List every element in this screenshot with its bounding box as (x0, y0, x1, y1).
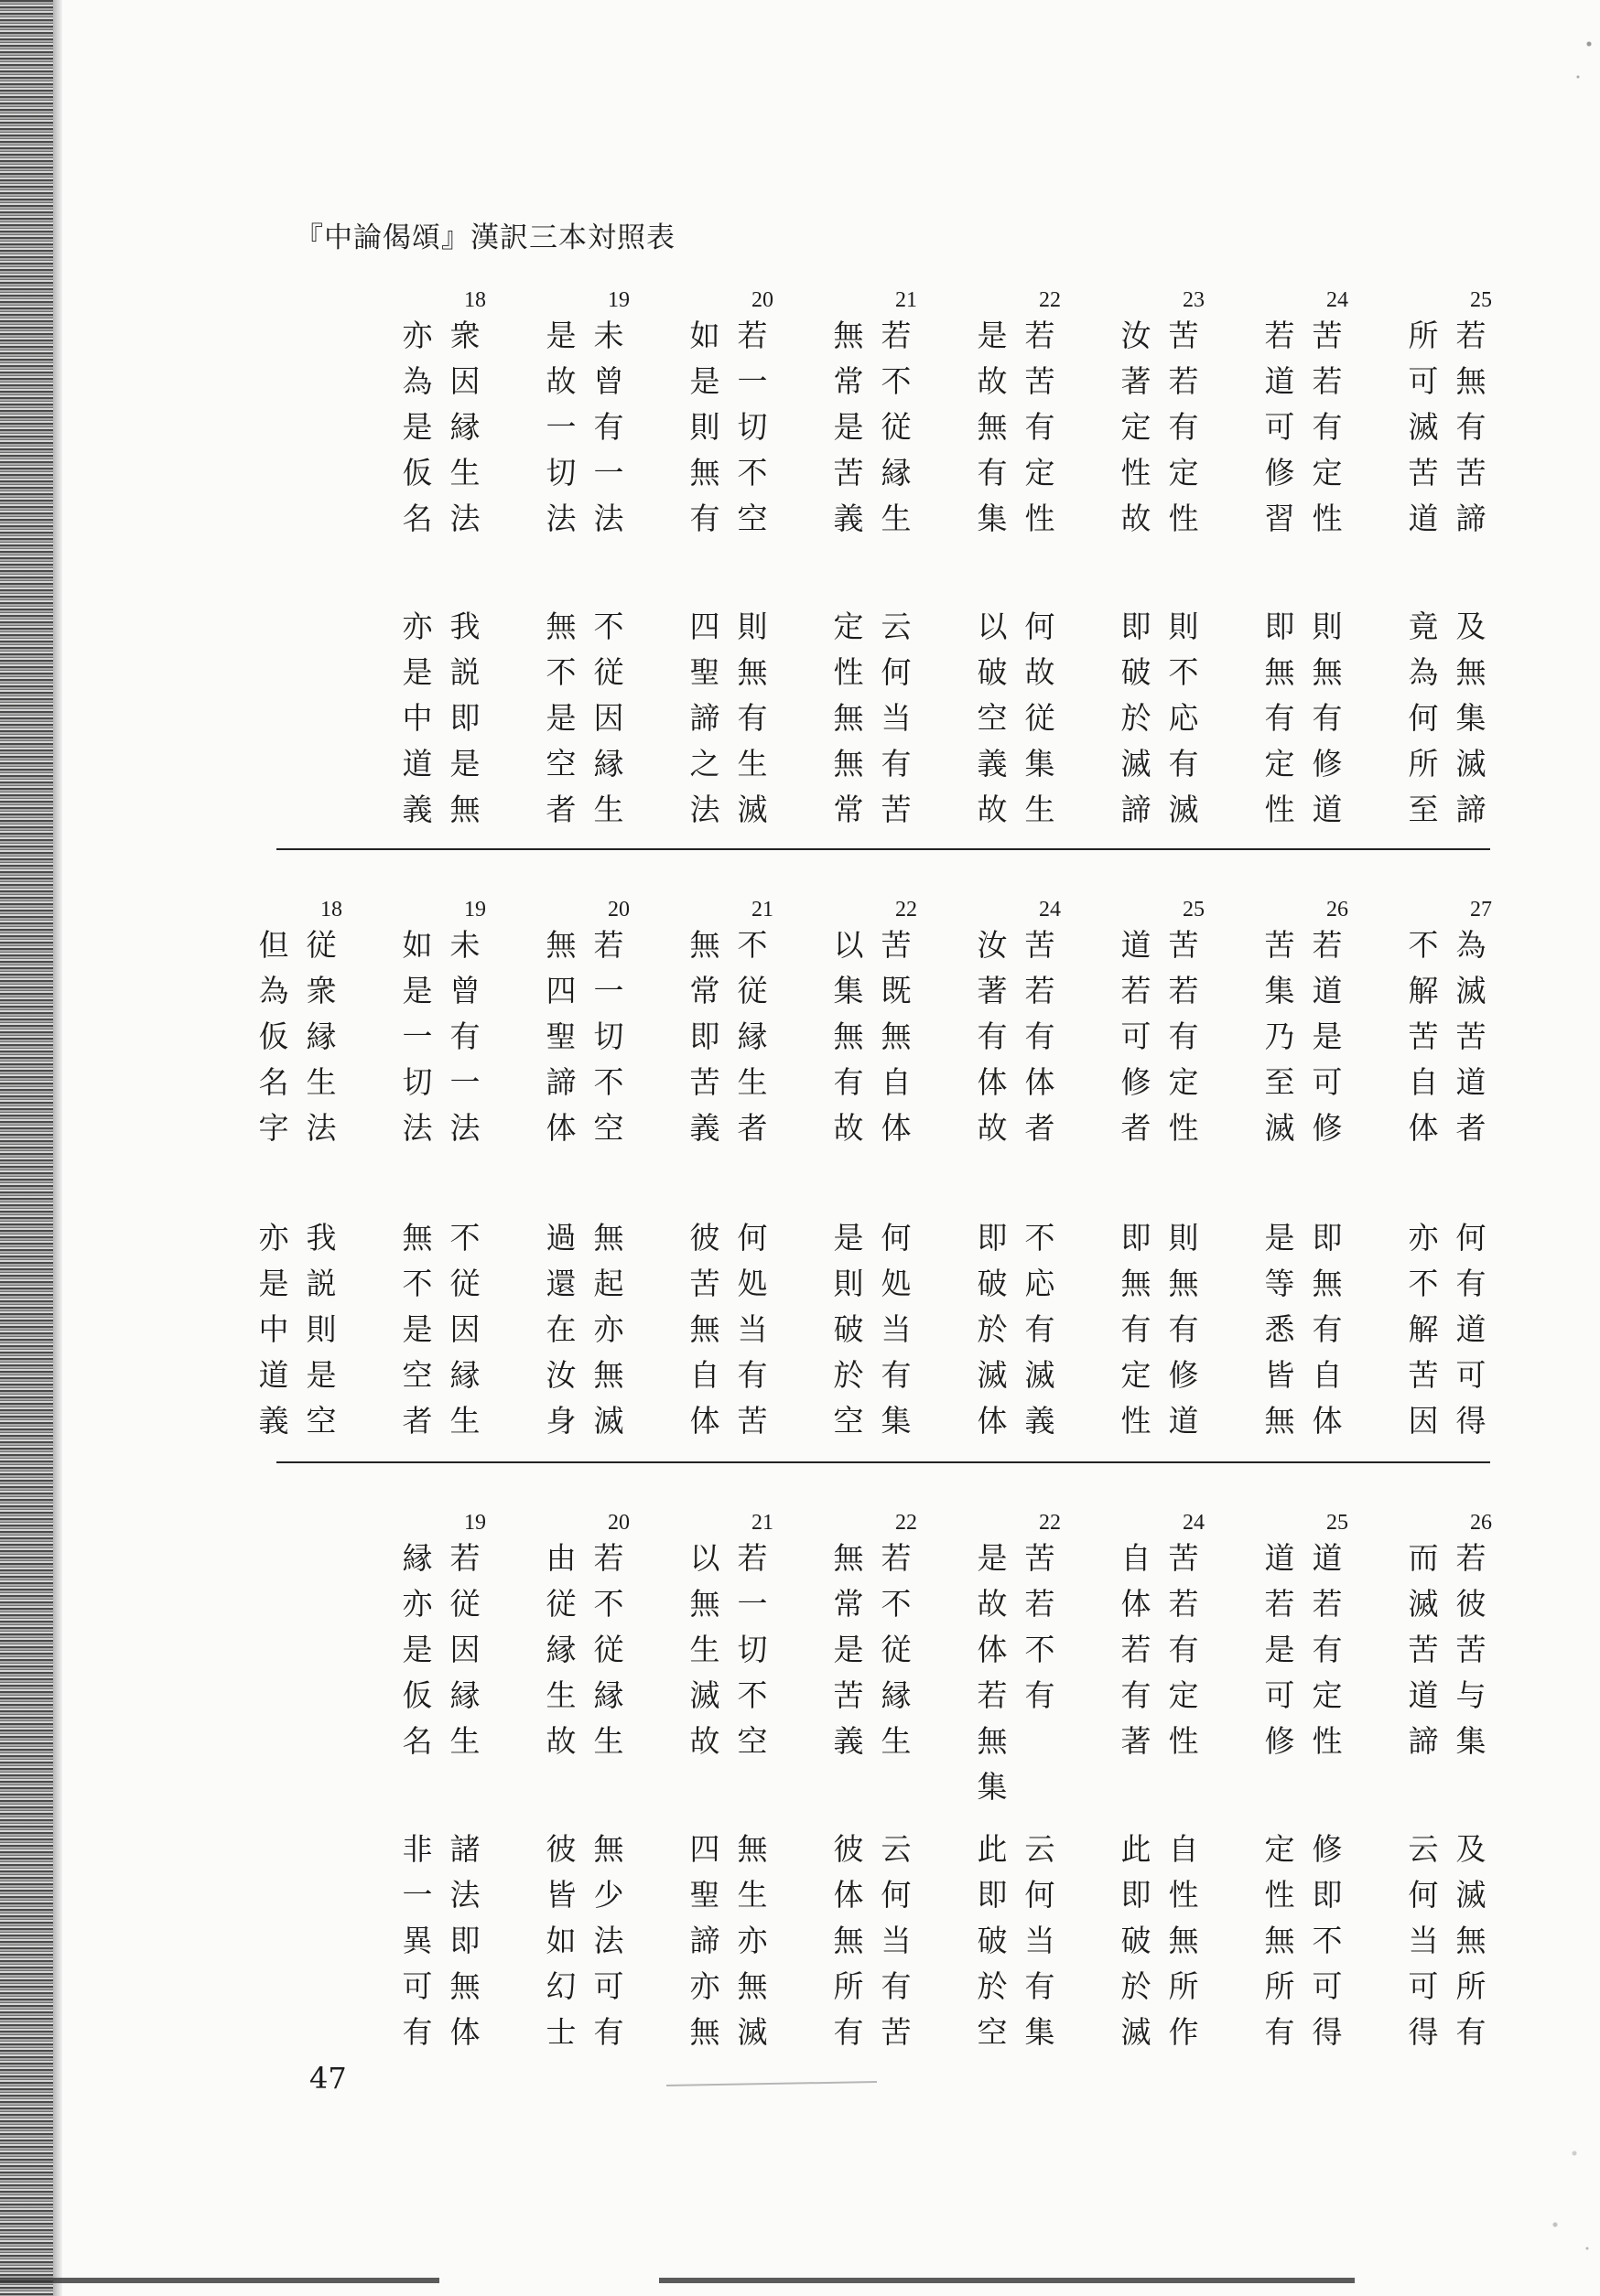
verse-block (1408, 1512, 1492, 1768)
verse-line-right: 若 彼 苦 与 集 (1455, 1540, 1486, 1759)
page-number: 47 (309, 2061, 347, 2096)
verse-line-right: 修 即 不 可 得 (1312, 1831, 1343, 2050)
verse-line-right: 則 不 応 有 滅 (1168, 609, 1199, 827)
verse-line-right: 若 不 従 縁 生 (593, 1540, 624, 1759)
verse-line-right: 若 従 因 縁 生 (449, 1540, 481, 1759)
verse-line-right: 苦 若 有 定 性 (1168, 1540, 1199, 1759)
verse-block (546, 289, 630, 545)
verse-block (258, 899, 342, 1155)
verse-number: 24 (1039, 898, 1061, 922)
verse-line-left: 四 聖 諦 亦 無 (689, 1831, 720, 2050)
verse-block (833, 1512, 917, 1768)
verse-line-left: 苦 集 乃 至 滅 (1264, 927, 1295, 1146)
verse-line-right: 若 道 是 可 修 (1312, 927, 1343, 1146)
verse-number: 27 (1470, 898, 1492, 922)
verse-block (977, 289, 1061, 545)
verse-line-left: 是 故 無 有 集 (977, 318, 1008, 536)
verse-block (546, 1512, 630, 1768)
verse-number: 21 (751, 1511, 773, 1535)
verse-line-right: 若 不 従 縁 生 (881, 1540, 912, 1759)
verse-block (833, 580, 917, 836)
verse-line-left: 即 無 有 定 性 (1120, 1220, 1151, 1439)
verse-line-right: 云 何 当 有 苦 (881, 1831, 912, 2050)
verse-line-left: 是 則 破 於 空 (833, 1220, 864, 1439)
verse-line-right: 則 無 有 修 道 (1168, 1220, 1199, 1439)
verse-number: 22 (895, 898, 917, 922)
verse-line-left: 道 若 是 可 修 (1264, 1540, 1295, 1759)
verse-line-right: 従 衆 縁 生 法 (306, 927, 337, 1146)
verse-number: 20 (608, 1511, 630, 1535)
verse-block (977, 899, 1061, 1155)
verse-line-right: 苦 若 有 体 者 (1024, 927, 1055, 1146)
verse-line-right: 何 有 道 可 得 (1455, 1220, 1486, 1439)
verse-line-left: 即 破 於 滅 体 (977, 1220, 1008, 1439)
verse-block (402, 899, 486, 1155)
verse-line-left: 而 滅 苦 道 諦 (1408, 1540, 1439, 1759)
verse-line-left: 定 性 無 所 有 (1264, 1831, 1295, 2050)
verse-line-left: 是 故 体 若 無 集 (977, 1540, 1008, 1805)
verse-number: 25 (1470, 288, 1492, 312)
verse-block (689, 289, 773, 545)
verse-block (1120, 1191, 1205, 1448)
verse-number: 23 (1183, 288, 1205, 312)
verse-block (402, 289, 486, 545)
verse-line-right: 若 一 切 不 空 (737, 1540, 768, 1759)
verse-line-left: 但 為 仮 名 字 (258, 927, 289, 1146)
verse-line-left: 所 可 滅 苦 道 (1408, 318, 1439, 536)
verse-line-right: 則 無 有 生 滅 (737, 609, 768, 827)
verse-block (689, 1512, 773, 1768)
verse-line-right: 若 一 切 不 空 (593, 927, 624, 1146)
section-divider (276, 848, 1490, 850)
verse-block (402, 1803, 486, 2059)
verse-line-right: 不 従 因 縁 生 (593, 609, 624, 827)
verse-line-left: 以 集 無 有 故 (833, 927, 864, 1146)
verse-line-right: 若 苦 有 定 性 (1024, 318, 1055, 536)
verse-number: 20 (751, 288, 773, 312)
verse-line-right: 我 説 則 是 空 (306, 1220, 337, 1439)
verse-line-left: 無 常 是 苦 義 (833, 318, 864, 536)
verse-block (833, 899, 917, 1155)
verse-line-right: 何 故 従 集 生 (1024, 609, 1055, 827)
verse-line-left: 彼 皆 如 幻 士 (546, 1831, 577, 2050)
verse-block (546, 899, 630, 1155)
verse-number: 19 (464, 898, 486, 922)
scan-bottom-edge (0, 2278, 1600, 2283)
verse-number: 21 (895, 288, 917, 312)
verse-line-right: 若 不 従 縁 生 (881, 318, 912, 536)
verse-block (1408, 899, 1492, 1155)
verse-block (402, 1191, 486, 1448)
verse-line-right: 自 性 無 所 作 (1168, 1831, 1199, 2050)
verse-number: 25 (1183, 898, 1205, 922)
section-divider (276, 1461, 1490, 1463)
verse-block (1408, 1191, 1492, 1448)
verse-line-right: 云 何 当 有 集 (1024, 1831, 1055, 2050)
verse-block (689, 580, 773, 836)
verse-number: 24 (1326, 288, 1348, 312)
verse-line-left: 縁 亦 是 仮 名 (402, 1540, 433, 1759)
verse-line-right: 道 若 有 定 性 (1312, 1540, 1343, 1759)
verse-number: 18 (464, 288, 486, 312)
verse-line-right: 若 一 切 不 空 (737, 318, 768, 536)
scan-scratch (666, 2081, 877, 2086)
verse-line-right: 不 従 因 縁 生 (449, 1220, 481, 1439)
verse-line-left: 非 一 異 可 有 (402, 1831, 433, 2050)
verse-number: 22 (895, 1511, 917, 1535)
verse-line-left: 如 是 則 無 有 (689, 318, 720, 536)
verse-line-right: 何 処 当 有 苦 (737, 1220, 768, 1439)
verse-line-left: 無 不 是 空 者 (402, 1220, 433, 1439)
verse-block (689, 899, 773, 1155)
verse-line-left: 過 還 在 汝 身 (546, 1220, 577, 1439)
verse-line-left: 無 四 聖 諦 体 (546, 927, 577, 1146)
verse-line-left: 若 道 可 修 習 (1264, 318, 1295, 536)
verse-block (833, 1803, 917, 2059)
verse-line-right: 苦 若 有 定 性 (1168, 318, 1199, 536)
verse-line-right: 衆 因 縁 生 法 (449, 318, 481, 536)
verse-line-left: 亦 不 解 苦 因 (1408, 1220, 1439, 1439)
verse-block (1120, 289, 1205, 545)
verse-line-left: 亦 是 中 道 義 (258, 1220, 289, 1439)
verse-line-left: 亦 是 中 道 義 (402, 609, 433, 827)
verse-line-left: 此 即 破 於 滅 (1120, 1831, 1151, 2050)
verse-block (977, 1511, 1061, 1805)
verse-block (402, 1512, 486, 1768)
verse-line-left: 由 従 縁 生 故 (546, 1540, 577, 1759)
verse-block (689, 1191, 773, 1448)
verse-block (1408, 289, 1492, 545)
verse-block (1264, 1512, 1348, 1768)
verse-line-right: 無 少 法 可 有 (593, 1831, 624, 2050)
verse-block (546, 1191, 630, 1448)
verse-line-right: 苦 若 有 定 性 (1168, 927, 1199, 1146)
verse-number: 20 (608, 898, 630, 922)
verse-line-right: 諸 法 即 無 体 (449, 1831, 481, 2050)
scan-noise-top-right (1563, 0, 1600, 110)
verse-line-right: 為 滅 苦 道 者 (1455, 927, 1486, 1146)
verse-block (1120, 1803, 1205, 2059)
verse-block (402, 580, 486, 836)
verse-line-left: 亦 為 是 仮 名 (402, 318, 433, 536)
verse-number: 25 (1326, 1511, 1348, 1535)
verse-line-right: 無 生 亦 無 滅 (737, 1831, 768, 2050)
verse-line-left: 以 破 空 義 故 (977, 609, 1008, 827)
verse-number: 22 (1039, 1511, 1061, 1535)
verse-line-left: 自 体 若 有 著 (1120, 1540, 1151, 1759)
verse-line-left: 無 不 是 空 者 (546, 609, 577, 827)
verse-number: 18 (320, 898, 342, 922)
verse-line-left: 定 性 無 無 常 (833, 609, 864, 827)
verse-block (977, 1803, 1061, 2059)
verse-line-left: 汝 著 有 体 故 (977, 927, 1008, 1146)
verse-block (546, 1803, 630, 2059)
verse-line-left: 汝 著 定 性 故 (1120, 318, 1151, 536)
verse-line-right: 及 無 集 滅 諦 (1455, 609, 1486, 827)
verse-block (1264, 1803, 1348, 2059)
verse-line-left: 彼 体 無 所 有 (833, 1831, 864, 2050)
verse-block (977, 580, 1061, 836)
verse-line-right: 及 滅 無 所 有 (1455, 1831, 1486, 2050)
verse-number: 22 (1039, 288, 1061, 312)
verse-line-left: 如 是 一 切 法 (402, 927, 433, 1146)
verse-number: 24 (1183, 1511, 1205, 1535)
verse-line-left: 不 解 苦 自 体 (1408, 927, 1439, 1146)
verse-block (546, 580, 630, 836)
verse-line-left: 以 無 生 滅 故 (689, 1540, 720, 1759)
verse-line-right: 不 従 縁 生 者 (737, 927, 768, 1146)
verse-block (1120, 580, 1205, 836)
verse-block (1264, 289, 1348, 545)
verse-block (1264, 580, 1348, 836)
verse-line-right: 未 曾 有 一 法 (593, 318, 624, 536)
verse-line-left: 云 何 当 可 得 (1408, 1831, 1439, 2050)
verse-line-right: 即 無 有 自 体 (1312, 1220, 1343, 1439)
verse-line-left: 道 若 可 修 者 (1120, 927, 1151, 1146)
verse-line-right: 未 曾 有 一 法 (449, 927, 481, 1146)
verse-block (1408, 1803, 1492, 2059)
verse-block (1120, 899, 1205, 1155)
verse-block (1264, 1191, 1348, 1448)
verse-line-right: 無 起 亦 無 滅 (593, 1220, 624, 1439)
verse-number: 26 (1326, 898, 1348, 922)
scan-noise-bottom-right (1536, 2058, 1600, 2296)
verse-block (258, 1191, 342, 1448)
verse-block (833, 289, 917, 545)
verse-block (977, 1191, 1061, 1448)
verse-block (1408, 580, 1492, 836)
page-header: 『中論偈頌』漢訳三本対照表 (295, 221, 676, 254)
verse-line-left: 無 常 是 苦 義 (833, 1540, 864, 1759)
verse-line-right: 不 応 有 滅 義 (1024, 1220, 1055, 1439)
binding-edge (53, 0, 62, 2296)
verse-line-left: 四 聖 諦 之 法 (689, 609, 720, 827)
verse-line-right: 何 処 当 有 集 (881, 1220, 912, 1439)
verse-number: 26 (1470, 1511, 1492, 1535)
verse-line-left: 是 故 一 切 法 (546, 318, 577, 536)
verse-line-right: 苦 若 不 有 (1024, 1540, 1055, 1713)
verse-number: 19 (608, 288, 630, 312)
verse-line-right: 云 何 当 有 苦 (881, 609, 912, 827)
verse-line-left: 竟 為 何 所 至 (1408, 609, 1439, 827)
verse-line-left: 即 無 有 定 性 (1264, 609, 1295, 827)
verse-block (689, 1803, 773, 2059)
verse-line-left: 此 即 破 於 空 (977, 1831, 1008, 2050)
verse-block (833, 1191, 917, 1448)
verse-line-left: 無 常 即 苦 義 (689, 927, 720, 1146)
verse-block (1120, 1512, 1205, 1768)
verse-line-left: 即 破 於 滅 諦 (1120, 609, 1151, 827)
verse-line-left: 是 等 悉 皆 無 (1264, 1220, 1295, 1439)
verse-line-right: 我 説 即 是 無 (449, 609, 481, 827)
scanner-binding-shadow (0, 0, 53, 2296)
verse-number: 19 (464, 1511, 486, 1535)
verse-line-right: 則 無 有 修 道 (1312, 609, 1343, 827)
verse-number: 21 (751, 898, 773, 922)
verse-line-right: 苦 若 有 定 性 (1312, 318, 1343, 536)
verse-line-left: 彼 苦 無 自 体 (689, 1220, 720, 1439)
verse-line-right: 苦 既 無 自 体 (881, 927, 912, 1146)
verse-block (1264, 899, 1348, 1155)
verse-line-right: 若 無 有 苦 諦 (1455, 318, 1486, 536)
